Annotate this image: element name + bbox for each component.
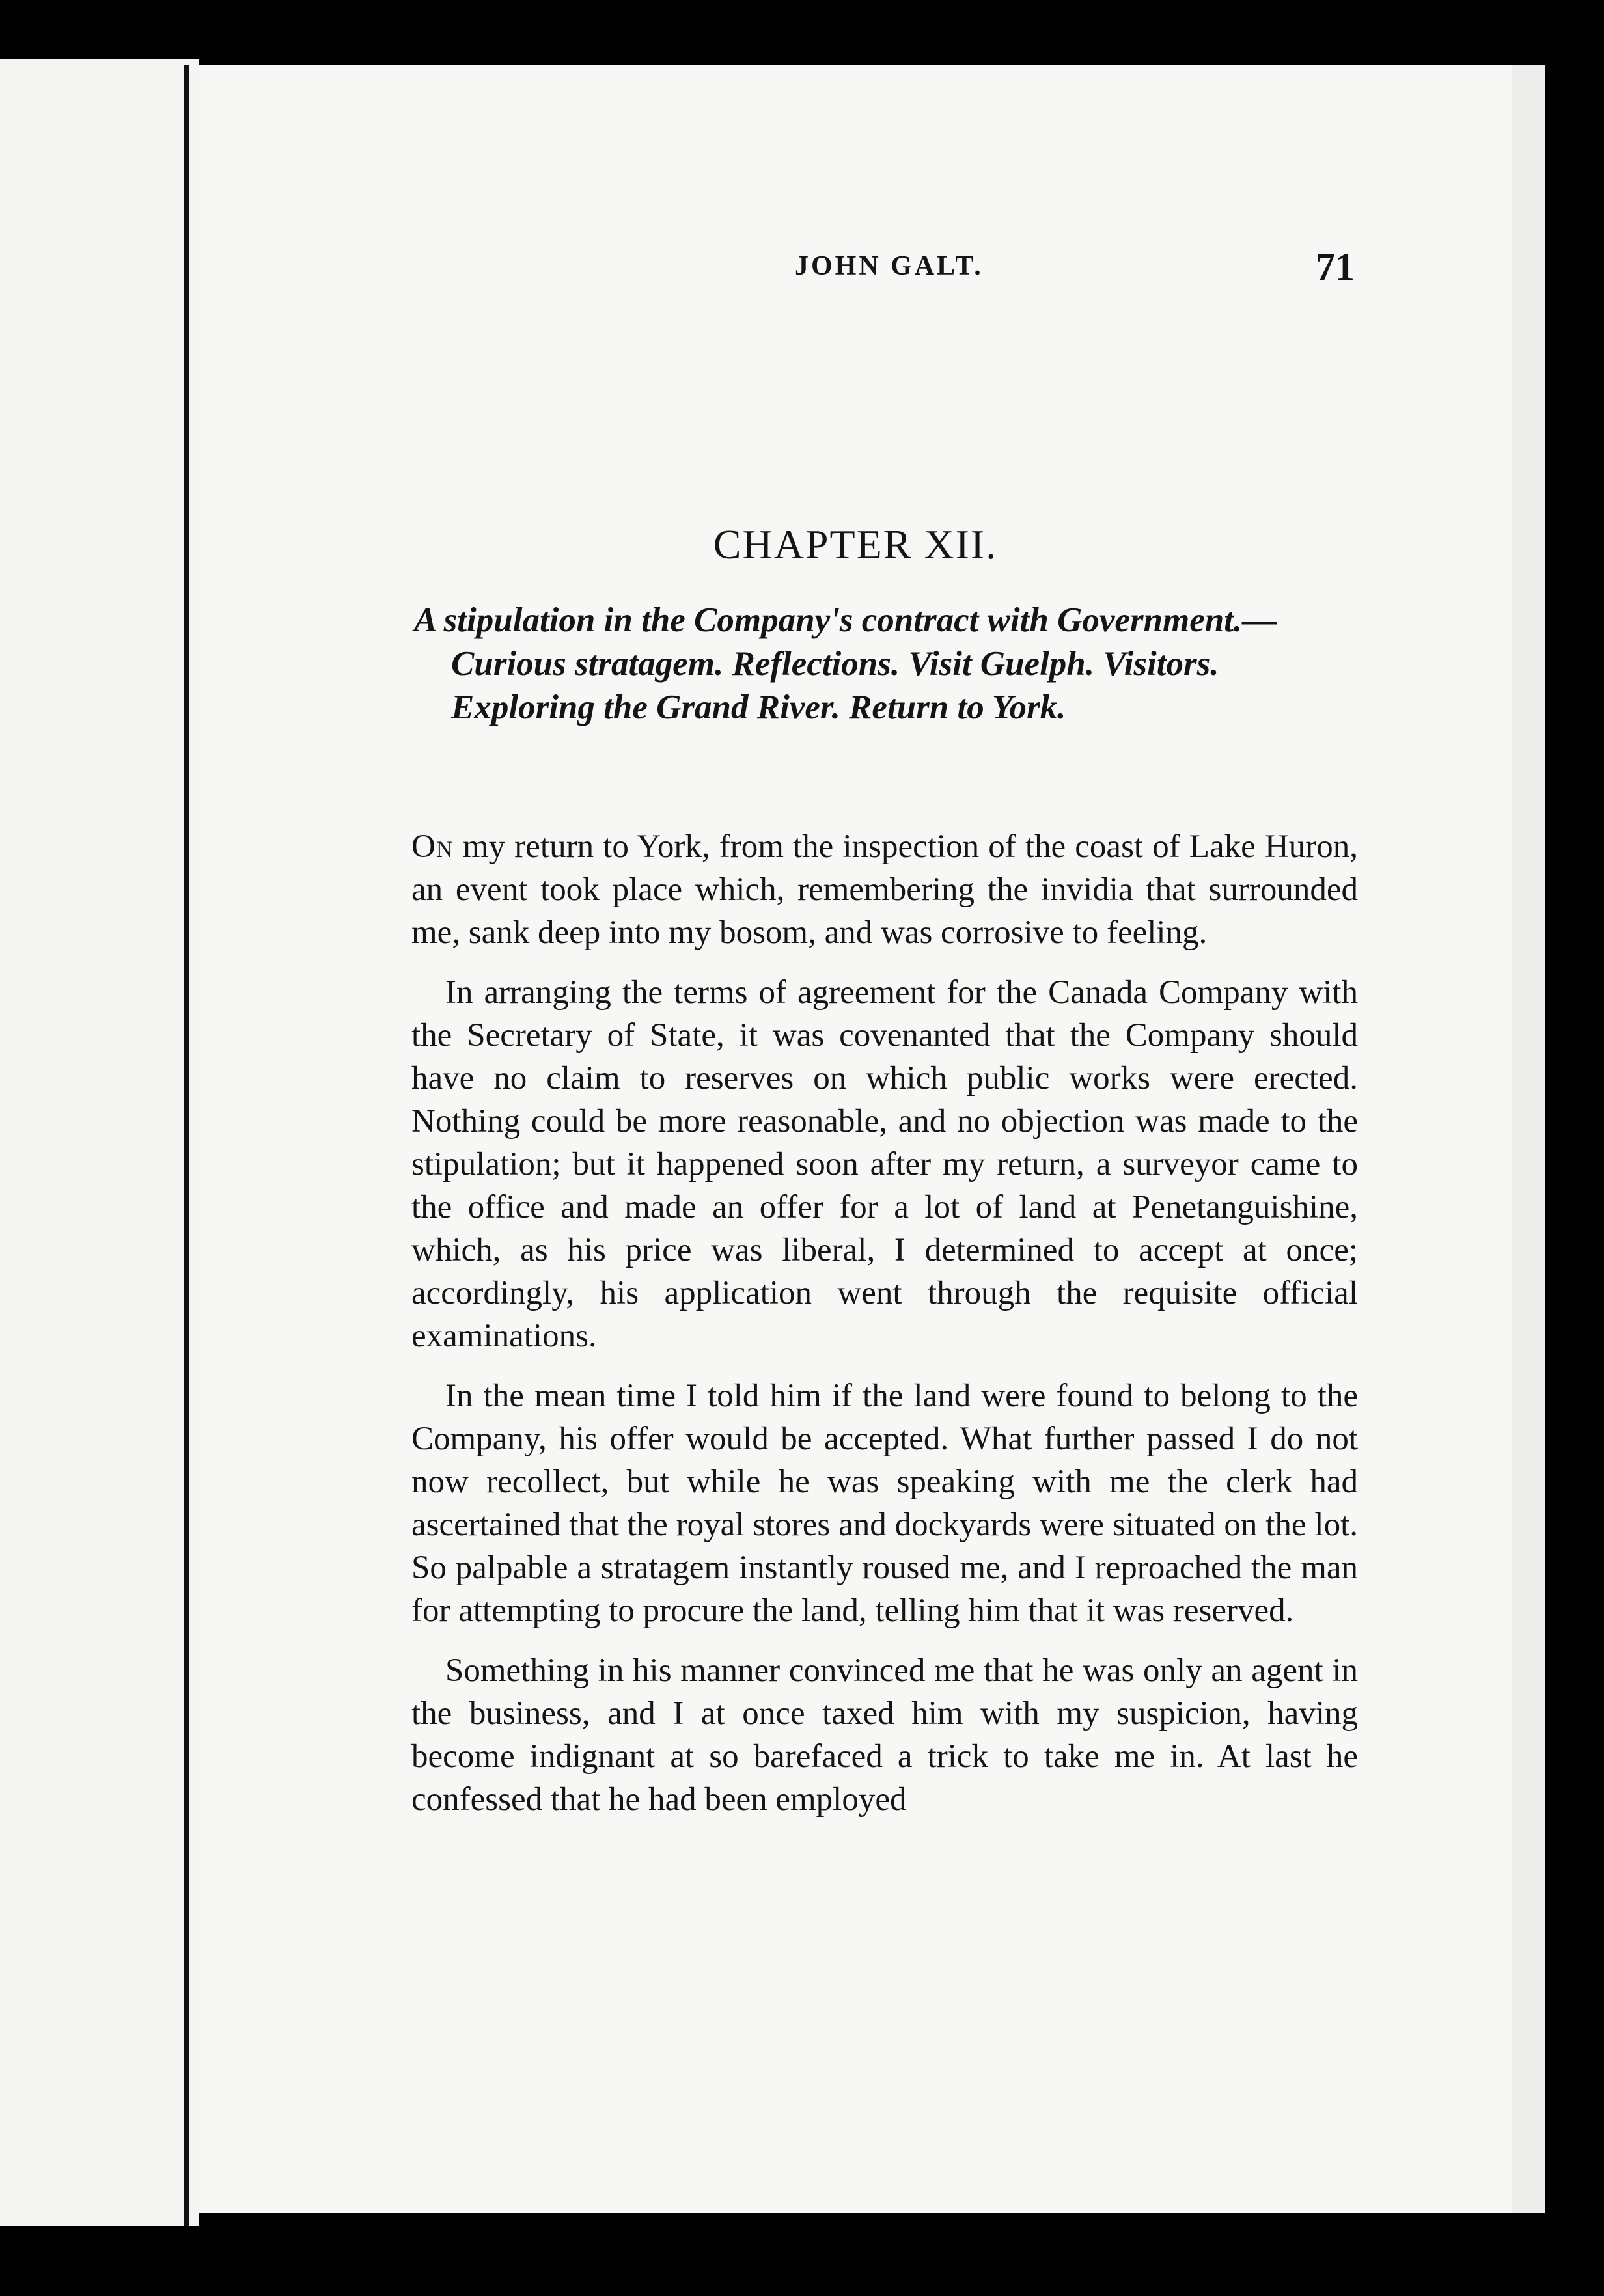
body-text [411,825,1358,1838]
paragraph: In the mean time I told him if the land were found to belong to the Company, his offer would be accepted. What further passed I do not now recollect, but while he was speaking with me the clerk had ascertained that the royal stores and dockyards were situated on the lot. So palpable a stratagem instantly roused me, and I reproached the man for attempting to procure the land, telling him that it was reserved. [411,1378,1358,1629]
synopsis-line: A stipulation in the Company's contract with Government.— [414,601,1277,639]
paragraph: Something in his manner convinced me that he was only an agent in the business, and I at once taxed him with my suspicion, having become indignant at so barefaced a trick to take me in. At last he confessed that he had been employed [411,1652,1358,1818]
previous-page-edge [0,59,199,2226]
running-head: JOHN GALT. [795,251,984,281]
synopsis-line: Exploring the Grand River. Return to York. [451,689,1066,726]
page-edge-shadow [1512,65,1545,2213]
paragraph: In arranging the terms of agreement for the Canada Company with the Secretary of State, it was covenanted that the Company should have no claim to reserves on which public works were erected. Nothing could be more reasonable, and no objection was made to the stipulation; but it happened soon after my return, a surveyor came to the office and made an offer for a lot of land at Penetanguishine, which, as his price was liberal, I determined to accept at once; accordingly, his application went through the requisite official examinations. [411,974,1358,1354]
synopsis-line: Curious stratagem. Reflections. Visit Guelph. Visitors. [451,645,1219,683]
spine-shadow [184,65,189,2226]
book-page [199,65,1512,2213]
paragraph [411,825,1358,954]
page-number: 71 [1316,245,1355,288]
chapter-title: CHAPTER XII. [713,521,998,567]
chapter-synopsis [414,599,1364,730]
drop-word: On [411,828,454,865]
paragraph-text: my return to York, from the inspection of the coast of Lake Huron, an event took place which, remembering the invidia that surrounded me, sank deep into my bosom, and was corrosive to feeling. [411,828,1358,951]
